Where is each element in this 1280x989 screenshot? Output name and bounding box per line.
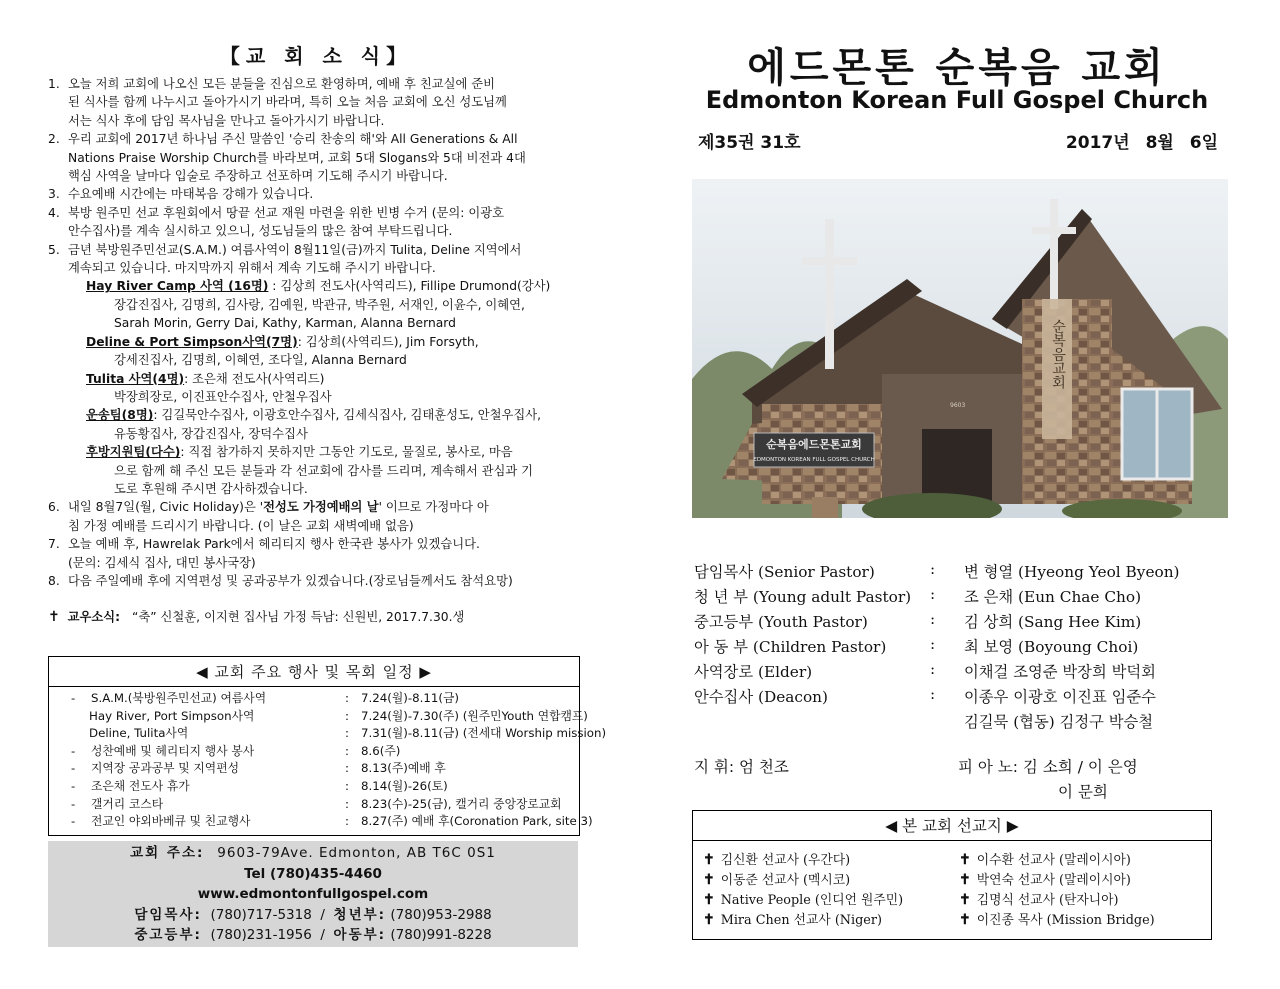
mission-team: 운송팀(8명): 김길묵안수집사, 이광호안수집사, 김세식집사, 김태훈성도, 안철우집사, 유동황집사, 장갑진집사, 장덕수집사 <box>86 408 542 441</box>
schedule-row: - S.A.M.(북방원주민선교) 여름사역 : 7.24(월)-8.11(금) <box>71 691 459 705</box>
news-title: 【교 회 소 식】 <box>219 44 413 68</box>
website-link[interactable]: www.edmontonfullgospel.com <box>197 886 429 902</box>
mission-title: ◀ 본 교회 선교지 ▶ <box>693 811 1211 841</box>
member-news-text: “축” 신철훈, 이지현 집사님 가정 득남: 신원빈, 2017.7.30.생 <box>132 610 465 625</box>
cross-icon: ✝ <box>959 852 971 868</box>
conductor: 지 휘: 엄 천조 <box>694 758 789 776</box>
missionary-item: ✝ Mira Chen 선교사 (Niger) <box>703 912 882 928</box>
pianist-2: 이 문희 <box>1058 783 1108 801</box>
missionary-item: ✝ 이동준 선교사 (멕시코) <box>703 872 851 888</box>
schedule-row: Deline, Tulita사역 : 7.31(월)-8.11(금) (전세대 Worship mission) <box>89 726 607 741</box>
news-item: 1. 오늘 저희 교회에 나오신 모든 분들을 진심으로 환영하며, 예배 후 친교실에 준비 된 식사를 함께 나누시고 돌아가시기 바라며, 특히 오늘 처음 교회에 오신 성도님께 서는 식사 후에 담임 목사님을 만나고 돌아가시기 바랍니다. <box>48 77 507 128</box>
church-photo <box>692 179 1228 518</box>
cross-icon: ✝ <box>703 912 715 928</box>
schedule-list <box>49 687 607 835</box>
news-item: 3. 수요예배 시간에는 마태복음 강해가 있습니다. <box>48 187 314 202</box>
mission-box <box>692 810 1212 940</box>
cross-icon: ✝ <box>703 892 715 908</box>
missionary-item: ✝ 김명식 선교사 (탄자니아) <box>959 892 1119 908</box>
news-item: 7. 오늘 예배 후, Hawrelak Park에서 헤리티지 행사 한국관 봉사가 있겠습니다. (문의: 김세식 집사, 대민 봉사국장) <box>48 537 480 570</box>
address-number-plate: 9603 <box>950 402 966 409</box>
staff-row: 청 년 부 (Young adult Pastor) : 조 은채 (Eun Chae Cho) <box>694 585 1142 606</box>
news-item: 8. 다음 주일예배 후에 지역편성 및 공과공부가 있겠습니다.(장로님들께서도 참석요망) <box>48 573 513 588</box>
mission-team: Tulita 사역(4명): 조은채 전도사(사역리드) 박장희장로, 이진표안수집사, 안철우집사 <box>86 371 332 404</box>
news-item: 4. 북방 원주민 선교 후원회에서 땅끝 선교 재원 마련을 위한 빈병 수거 (문의: 이광호 안수집사)를 계속 실시하고 있으니, 성도님들의 많은 참여 부탁드립니다. <box>48 205 504 239</box>
church-phone: Tel (780)435-4460 <box>244 865 382 882</box>
staff-row: 사역장로 (Elder) : 이채걸 조영준 박장희 박덕회 <box>694 660 1156 681</box>
sign-english-text: EDMONTON KOREAN FULL GOSPEL CHURCH <box>753 457 875 463</box>
senior-pastor-phone: (780)717-5318 <box>210 906 312 923</box>
staff-row: 안수집사 (Deacon) : 이종우 이광호 이진표 임준수 <box>694 685 1156 706</box>
church-name-english: Edmonton Korean Full Gospel Church <box>705 86 1209 114</box>
team-name: 후방지원팀(다수) <box>86 445 181 460</box>
cross-icon: ✝ <box>703 852 715 868</box>
schedule-row: - 전교인 야외바베큐 및 친교행사 : 8.27(주) 예배 후(Coronation Park, site 3) <box>71 814 593 829</box>
sign-korean-text: 순복음에드몬톤교회 <box>766 438 862 451</box>
schedule-row: - 지역장 공과공부 및 지역편성 : 8.13(주)예배 후 <box>71 761 446 776</box>
news-item: 5. 금년 북방원주민선교(S.A.M.) 여름사역이 8월11일(금)까지 Tulita, Deline 지역에서 계속되고 있습니다. 마지막까지 위해서 계속 기도해 주시기 바랍니다. Hay River Camp 사역 (16명) : 김상희 전도사(사역리드), Fillipe Drumond(강사) 장갑진집사, 김명희, 김사랑, 김예원, 박관규, 박주원, 서재인, 이윤수, 이혜연, Sarah Morin, Gerry Dai, Kathy, Karman, Alanna Bernard Deline & Port Simpson사역(7명): 김상희(사역리드), Jim Forsyth, 강세진집사, 김명희, 이혜연, 조다일, Alanna Bernard Tulita 사역(4명): 조은채 전도사(사역리드) 박장희장로, 이진표안수집사, 안철우집사 운송팀(8명): 김길묵안수집사, 이광호안수집사, 김세식집사, 김태훈성도, 안철우집사, 유동황집사, 장갑진집사, 장덕수집사 후방지원팀(다수): 직접 참가하지 못하지만 그동안 기도로, 물질로, 봉사로, 마음 으로 함께 해 주신 모든 분들과 각 선교회에 감사를 드리며, 계속해서 관심과 기 도로 후원해 주시면 감사하겠습니다. <box>46 241 586 499</box>
mission-team: 후방지원팀(다수): 직접 참가하지 못하지만 그동안 기도로, 물질로, 봉사로, 마음 으로 함께 해 주신 모든 분들과 각 선교회에 감사를 드리며, 계속해서 관심과 기 도로 후원해 주시면 감사하겠습니다. <box>86 445 534 496</box>
schedule-title: ◀ 교회 주요 행사 및 목회 일정 ▶ <box>49 657 579 687</box>
wall-sign-text: 순복음교회 <box>1050 319 1066 389</box>
cross-icon: ✝ <box>48 609 60 626</box>
contact-box: 교회 주소: 9603-79Ave. Edmonton, AB T6C 0S1 Tel (780)435-4460 www.edmontonfullgospel.com 담임목사: (780)717-5318 / 청년부: (780)953-2988 중고등부: (780)231-1956 / 아동부: (780)991-8228 <box>48 841 578 947</box>
schedule-box <box>48 656 607 836</box>
volume-number: 제35권 31호 <box>698 133 801 153</box>
young-adult-phone: (780)953-2988 <box>390 906 492 923</box>
staff-row: 아 동 부 (Children Pastor) : 최 보영 (Boyoung Choi) <box>694 635 1139 656</box>
cross-icon: ✝ <box>959 912 971 928</box>
missionary-item: ✝ 김신환 선교사 (우간다) <box>703 852 851 868</box>
member-news-label: 교우소식: <box>67 610 121 625</box>
news-item: 6. 내일 8월7일(월, Civic Holiday)은 '전성도 가정예배의 날' 이므로 가정마다 아 침 가정 예배를 드리시기 바랍니다. (이 날은 교회 새벽예배 없음) <box>48 500 489 533</box>
schedule-row: Hay River, Port Simpson사역 : 7.24(월)-7.30(주) (원주민Youth 연합캠프) <box>89 708 588 723</box>
mission-team: Deline & Port Simpson사역(7명): 김상희(사역리드), Jim Forsyth, 강세진집사, 김명희, 이혜연, 조다일, Alanna Bernard <box>86 334 479 368</box>
children-phone: (780)991-8228 <box>390 927 492 943</box>
pianist: 피 아 노: 김 소희 / 이 은영 <box>958 758 1138 776</box>
address: 9603-79Ave. Edmonton, AB T6C 0S1 <box>217 845 496 861</box>
schedule-row: - 갤거리 코스타 : 8.23(수)-25(금), 캘거리 중앙장로교회 <box>71 796 562 811</box>
cross-icon: ✝ <box>703 872 715 888</box>
schedule-row: - 조은채 전도사 휴가 : 8.14(월)-26(토) <box>71 778 448 793</box>
church-name-korean: 에드몬톤 순복음 교회 <box>747 45 1167 91</box>
team-name: Tulita 사역(4명) <box>86 371 185 386</box>
member-news <box>46 608 586 626</box>
youth-phone: (780)231-1956 <box>210 927 312 943</box>
news-list <box>46 75 586 590</box>
missionary-item: ✝ Native People (인디언 원주민) <box>703 892 904 908</box>
staff-list <box>694 560 1224 735</box>
bulletin-date: 2017년 8월 6일 <box>1065 133 1218 153</box>
news-item: 2. 우리 교회에 2017년 하나님 주신 말씀인 '승리 찬송의 해'와 All Generations & All Nations Praise Worship Church를 바라보며, 교회 5대 Slogans와 5대 비전과 4대 핵심 사역을 날마다 입술로 주장하고 선포하며 기도해 주시기 바랍니다. <box>48 132 526 184</box>
schedule-row: - 성찬예배 및 헤리티지 행사 봉사 : 8.6(주) <box>71 743 401 758</box>
cross-icon: ✝ <box>959 872 971 888</box>
team-name: Hay River Camp 사역 (16명) <box>86 279 269 294</box>
missionary-item: ✝ 박연숙 선교사 (말레이시아) <box>959 872 1131 888</box>
staff-row: 중고등부 (Youth Pastor) : 김 상희 (Sang Hee Kim) <box>694 610 1142 631</box>
missionary-item: ✝ 이진종 목사 (Mission Bridge) <box>959 912 1155 928</box>
staff-row: 김길묵 (협동) 김정구 박승철 <box>964 713 1154 731</box>
family-worship-day: 전성도 가정예배의 날 <box>263 500 379 515</box>
team-name: Deline & Port Simpson사역(7명) <box>86 334 298 349</box>
church-building-image <box>692 179 1228 518</box>
church-news-section <box>46 40 586 626</box>
address-label: 교회 주소: <box>130 845 205 861</box>
staff-row: 담임목사 (Senior Pastor) : 변 형열 (Hyeong Yeol Byeon) <box>694 560 1180 581</box>
team-name: 운송팀(8명) <box>86 408 154 423</box>
missionary-item: ✝ 이수환 선교사 (말레이시아) <box>959 852 1131 868</box>
cross-icon: ✝ <box>959 892 971 908</box>
mission-team: Hay River Camp 사역 (16명) : 김상희 전도사(사역리드), Fillipe Drumond(강사) 장갑진집사, 김명희, 김사랑, 김예원, 박관규, 박주원, 서재인, 이윤수, 이혜연, Sarah Morin, Gerry Dai, Kathy, Karman, Alanna Bernard <box>86 279 551 331</box>
